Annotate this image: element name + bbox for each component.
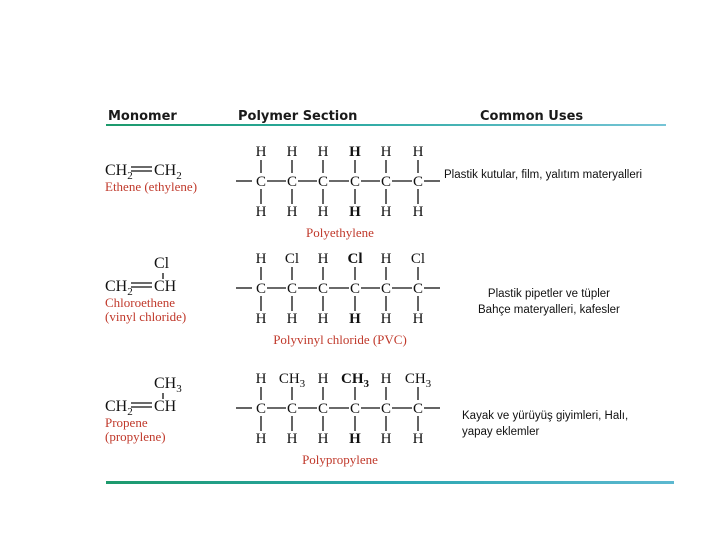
top-substituent-atom: H: [380, 371, 392, 387]
chain-carbon-atom: C: [412, 281, 424, 297]
chain-carbon-atom: C: [255, 401, 267, 417]
uses-polyethylene: [444, 167, 642, 183]
top-substituent-atom: H: [255, 251, 267, 267]
bottom-hydrogen-atom: H: [255, 204, 267, 220]
chain-carbon-atom: C: [317, 401, 329, 417]
top-substituent-atom: H: [380, 144, 392, 160]
chain-carbon-atom: C: [317, 281, 329, 297]
monomer-substituent: Cl: [154, 255, 170, 272]
chain-carbon-atom: C: [286, 281, 298, 297]
chain-carbon-atom: C: [255, 174, 267, 190]
monomer-left-group: $CH_2$: [105, 278, 133, 298]
bottom-hydrogen-atom: H: [412, 204, 424, 220]
monomer-name: Chloroethene: [105, 295, 176, 310]
bottom-hydrogen-atom: H: [380, 204, 392, 220]
bottom-hydrogen-atom: H: [286, 204, 298, 220]
top-substituent-atom: $CH_3$: [278, 371, 306, 390]
top-substituent-atom: H: [317, 251, 329, 267]
top-substituent-atom: H: [317, 371, 329, 387]
polymer-section-header: Polymer Section: [238, 109, 358, 124]
chain-carbon-atom: C: [317, 174, 329, 190]
top-substituent-atom: Cl: [347, 251, 363, 267]
bottom-hydrogen-atom: H: [255, 431, 267, 447]
monomer-right-group: $CH_2$: [154, 162, 182, 182]
monomer-header: Monomer: [108, 109, 177, 124]
bottom-hydrogen-atom: H: [380, 311, 392, 327]
chain-carbon-atom: C: [412, 174, 424, 190]
chain-carbon-atom: C: [349, 401, 361, 417]
uses-line: Bahçe materyalleri, kafesler: [478, 304, 620, 316]
chain-carbon-atom: C: [412, 401, 424, 417]
chain-carbon-atom: C: [286, 174, 298, 190]
chain-carbon-atom: C: [380, 401, 392, 417]
top-substituent-atom: H: [412, 144, 424, 160]
bottom-hydrogen-atom: H: [349, 431, 361, 447]
top-substituent-atom: H: [255, 144, 267, 160]
monomer-left-group: $CH_2$: [105, 162, 133, 182]
bottom-hydrogen-atom: H: [349, 204, 361, 220]
monomer-left-group: $CH_2$: [105, 398, 133, 418]
top-substituent-atom: H: [286, 144, 298, 160]
monomer-name-2: (vinyl chloride): [105, 309, 187, 324]
uses-line: yapay eklemler: [462, 426, 540, 438]
uses-line: Plastik kutular, film, yalıtım materyalleri: [444, 169, 643, 181]
footer-rule: [106, 481, 674, 484]
polymer-name: Polyethylene: [306, 225, 374, 240]
bottom-hydrogen-atom: H: [412, 311, 424, 327]
top-substituent-atom: Cl: [410, 251, 426, 267]
chain-carbon-atom: C: [380, 174, 392, 190]
polymer-name: Polypropylene: [302, 452, 378, 467]
top-substituent-atom: H: [380, 251, 392, 267]
uses-polypropylene: [462, 408, 628, 440]
uses-pvc: [478, 286, 620, 318]
top-substituent-atom: H: [317, 144, 329, 160]
bottom-hydrogen-atom: H: [349, 311, 361, 327]
bottom-hydrogen-atom: H: [286, 311, 298, 327]
bottom-hydrogen-atom: H: [412, 431, 424, 447]
top-substituent-atom: $CH_3$: [341, 371, 369, 390]
chain-carbon-atom: C: [349, 174, 361, 190]
top-substituent-atom: $CH_3$: [404, 371, 432, 390]
top-substituent-atom: H: [255, 371, 267, 387]
chain-carbon-atom: C: [349, 281, 361, 297]
monomer-name: Propene: [105, 415, 148, 430]
top-substituent-atom: H: [349, 144, 361, 160]
monomer-right-group: CH: [154, 398, 177, 415]
bottom-hydrogen-atom: H: [255, 311, 267, 327]
monomer-name-2: (propylene): [105, 429, 166, 444]
bottom-hydrogen-atom: H: [286, 431, 298, 447]
chain-carbon-atom: C: [286, 401, 298, 417]
bottom-hydrogen-atom: H: [317, 204, 329, 220]
bottom-hydrogen-atom: H: [317, 311, 329, 327]
monomer-right-group: CH: [154, 278, 177, 295]
uses-line: Plastik pipetler ve tüpler: [487, 288, 610, 300]
uses-line: Kayak ve yürüyüş giyimleri, Halı,: [462, 410, 629, 422]
monomer-name: Ethene (ethylene): [105, 179, 198, 194]
monomer-substituent: $CH_3$: [154, 375, 182, 395]
bottom-hydrogen-atom: H: [317, 431, 329, 447]
polymer-name: Polyvinyl chloride (PVC): [273, 332, 407, 347]
common-uses-header: Common Uses: [480, 109, 584, 124]
chain-carbon-atom: C: [255, 281, 267, 297]
bottom-hydrogen-atom: H: [380, 431, 392, 447]
top-substituent-atom: Cl: [284, 251, 300, 267]
chain-carbon-atom: C: [380, 281, 392, 297]
